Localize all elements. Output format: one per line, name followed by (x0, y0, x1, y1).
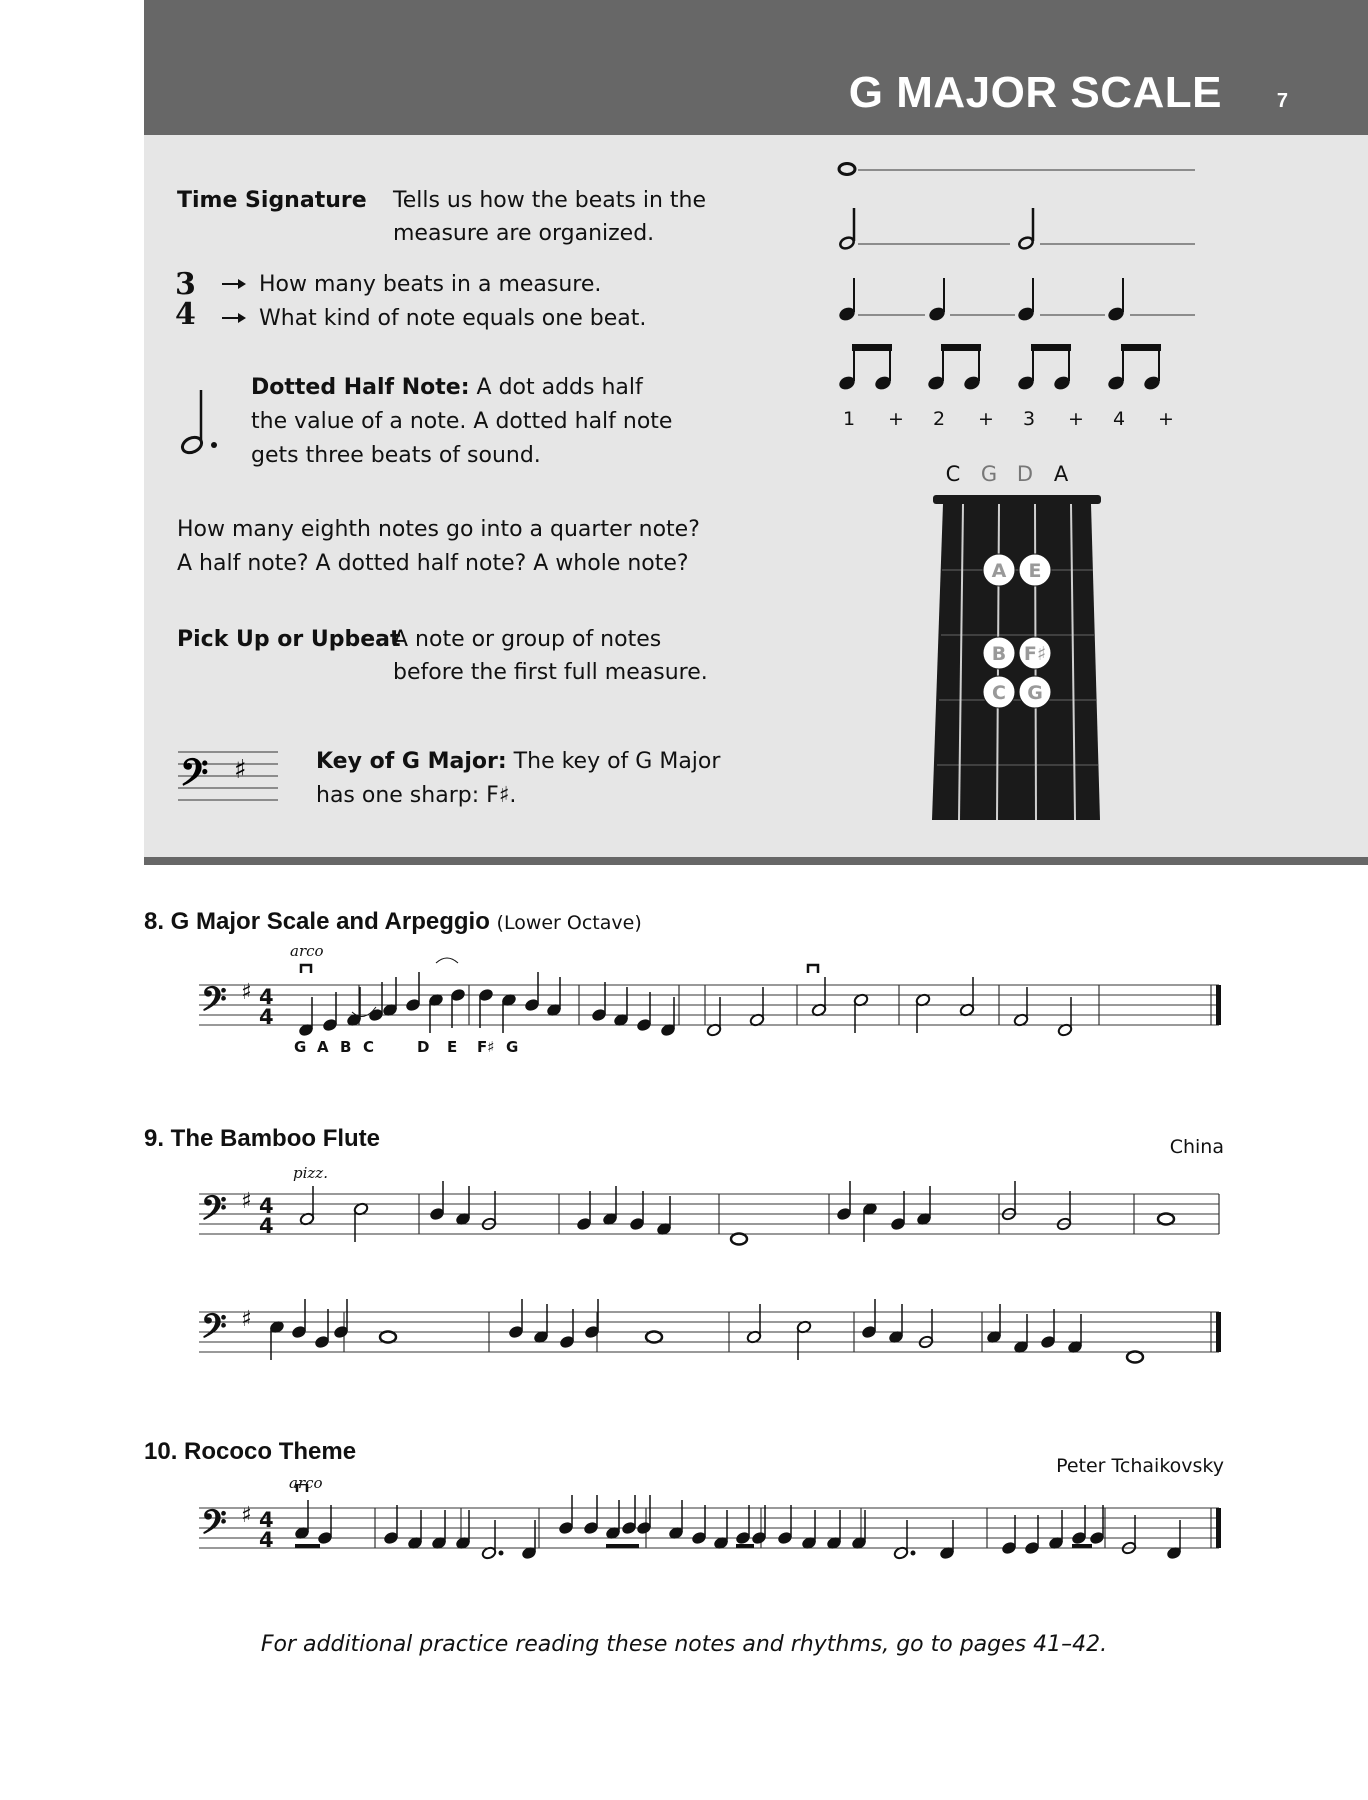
note-name-label: D (417, 1038, 430, 1056)
string-labels (946, 462, 1069, 486)
note-name-label: E (447, 1038, 458, 1056)
exercise-10-composer: Peter Tchaikovsky (1056, 1455, 1224, 1477)
bass-clef-icon: 𝄢 (180, 752, 209, 803)
time-signature-bottom: 4 (259, 1528, 274, 1552)
note-name-label: F♯ (477, 1038, 495, 1056)
down-bow-icon (808, 965, 818, 973)
sharp-icon: ♯ (241, 1307, 252, 1332)
down-bow-icon (297, 1484, 307, 1492)
footer-note: For additional practice reading these notes and rhythms, go to pages 41–42. (260, 1632, 1108, 1657)
eighth-note-head (1144, 376, 1161, 391)
beat-count-label: + (1068, 408, 1084, 430)
final-barline (1216, 1508, 1221, 1548)
eighth-note-head (875, 376, 892, 391)
exercise-8-subtitle: (Lower Octave) (496, 912, 642, 934)
exercise-9-staff-2 (199, 1288, 1229, 1378)
eighth-note-head (1018, 376, 1035, 391)
eighth-note-beam (942, 345, 980, 350)
key-def: The key of G Major (506, 749, 721, 774)
key-line2: has one sharp: F♯. (316, 783, 517, 808)
arrow-icons (220, 276, 250, 326)
note-name-label: C (363, 1038, 375, 1056)
bass-clef-icon: 𝄢 (201, 1190, 227, 1236)
whole-note (1158, 1214, 1174, 1225)
finger-note-label: G (1027, 682, 1043, 704)
dotted-half-def: A dot adds half (469, 375, 643, 400)
note-dot (911, 1551, 916, 1556)
string-label: D (1016, 462, 1034, 486)
dotted-half-line3: gets three beats of sound. (251, 443, 541, 468)
eighth-note-beam (853, 345, 891, 350)
exercise-8-title-text: 8. G Major Scale and Arpeggio (144, 908, 490, 935)
beat-count-label: 3 (1023, 408, 1036, 430)
time-sig-bottom-meaning: What kind of note equals one beat. (259, 306, 647, 331)
string-label: A (1053, 462, 1069, 486)
time-signature-term: Time Signature (177, 188, 367, 213)
info-panel-bottom-bar (144, 857, 1368, 865)
note-beam (606, 1544, 639, 1548)
sharp-icon: ♯ (241, 980, 252, 1005)
note-name-label: G (294, 1038, 307, 1056)
time-sig-top-meaning: How many beats in a measure. (259, 272, 602, 297)
exercise-9-technique: pizz. (293, 1164, 328, 1182)
string-label: G (980, 462, 998, 486)
pickup-def-line1: A note or group of notes (393, 627, 662, 652)
time-signature-bottom: 4 (259, 1214, 274, 1238)
final-barline (1216, 1312, 1221, 1352)
dotted-half-line2: the value of a note. A dotted half note (251, 409, 673, 434)
staff-lines (199, 1508, 1219, 1548)
string-label: C (945, 462, 961, 486)
dotted-half-term: Dotted Half Note: (251, 375, 470, 400)
exercise-8-technique: arco (290, 942, 324, 960)
exercise-9-composer: China (1169, 1136, 1224, 1158)
time-sig-top-digit: 3 (175, 267, 196, 302)
beat-count-label: + (978, 408, 994, 430)
whole-note (646, 1332, 662, 1343)
whole-note (839, 164, 855, 175)
time-signature-def-line2: measure are organized. (393, 221, 655, 246)
eighth-note-head (928, 376, 945, 391)
staff-lines (199, 1312, 1219, 1352)
note-name-label: G (506, 1038, 519, 1056)
arrow-right-icon (222, 279, 246, 289)
eighth-note-beam (1122, 345, 1160, 350)
pickup-def-line2: before the first full measure. (393, 660, 708, 685)
whole-note (1127, 1352, 1143, 1363)
note-name-label: B (340, 1038, 352, 1056)
time-signature-top: 4 (259, 985, 274, 1009)
exercise-9-title: 9. The Bamboo Flute (144, 1125, 381, 1152)
fingerboard-chart (925, 455, 1105, 830)
finger-note-label: E (1028, 560, 1042, 582)
note-beam (1072, 1544, 1092, 1548)
slur (436, 958, 458, 963)
eighth-notes (839, 345, 1161, 390)
whole-note (380, 1332, 396, 1343)
note-name-label: A (317, 1038, 329, 1056)
fingerboard-nut (933, 495, 1101, 504)
rhythm-chart (830, 150, 1210, 430)
whole-note (731, 1234, 747, 1245)
sharp-icon: ♯ (241, 1189, 252, 1214)
pickup-term: Pick Up or Upbeat (177, 627, 401, 652)
bass-clef-icon: 𝄢 (201, 1308, 227, 1354)
finger-note-label: F♯ (1023, 643, 1047, 665)
time-signature-top: 4 (259, 1508, 274, 1532)
key-term: Key of G Major: (316, 749, 507, 774)
sharp-icon: ♯ (241, 1503, 252, 1528)
eighth-note-head (964, 376, 981, 391)
exercise-8-staff (199, 955, 1229, 1075)
exercise-8-title (144, 908, 642, 936)
beat-count-label: + (1158, 408, 1174, 430)
page-number: 7 (1276, 90, 1288, 112)
page-title: G MAJOR SCALE (848, 68, 1222, 117)
exercise-10-technique: arco (289, 1474, 323, 1492)
exercise-9-staff-1 (199, 1170, 1229, 1260)
finger-note-label: B (991, 643, 1007, 665)
time-signature-def-line1: Tells us how the beats in the (393, 188, 707, 213)
eighth-note-head (839, 376, 856, 391)
finger-note-label: A (991, 560, 1007, 582)
key-line1 (316, 745, 720, 779)
down-bow-icon (301, 965, 311, 973)
beat-count-labels (843, 408, 1174, 430)
time-sig-bottom-digit: 4 (175, 297, 196, 332)
eighth-note-beam (1032, 345, 1070, 350)
finger-note-label: C (992, 682, 1006, 704)
note-beam (736, 1544, 754, 1548)
question-line1: How many eighth notes go into a quarter note? (177, 517, 700, 542)
bass-clef-icon: 𝄢 (201, 1504, 227, 1550)
eighth-note-head (1054, 376, 1071, 391)
bass-clef-icon: 𝄢 (201, 981, 227, 1027)
beat-count-label: 4 (1113, 408, 1126, 430)
question-line2: A half note? A dotted half note? A whole note? (177, 551, 689, 576)
beat-count-label: 2 (933, 408, 946, 430)
beat-count-label: + (888, 408, 904, 430)
dotted-half-line1 (251, 371, 643, 405)
eighth-note-head (1108, 376, 1125, 391)
note-dot (499, 1551, 504, 1556)
note-beam (295, 1544, 320, 1548)
time-signature-top: 4 (259, 1194, 274, 1218)
exercise-10-title: 10. Rococo Theme (144, 1438, 357, 1465)
final-barline (1216, 985, 1221, 1025)
key-signature-staff (178, 748, 278, 808)
beat-count-label: 1 (843, 408, 856, 430)
time-signature-bottom: 4 (259, 1005, 274, 1029)
dotted-half-note-icon (178, 388, 228, 458)
exercise-10-staff (199, 1484, 1229, 1574)
sharp-icon: ♯ (234, 755, 247, 785)
arrow-right-icon (222, 313, 246, 323)
